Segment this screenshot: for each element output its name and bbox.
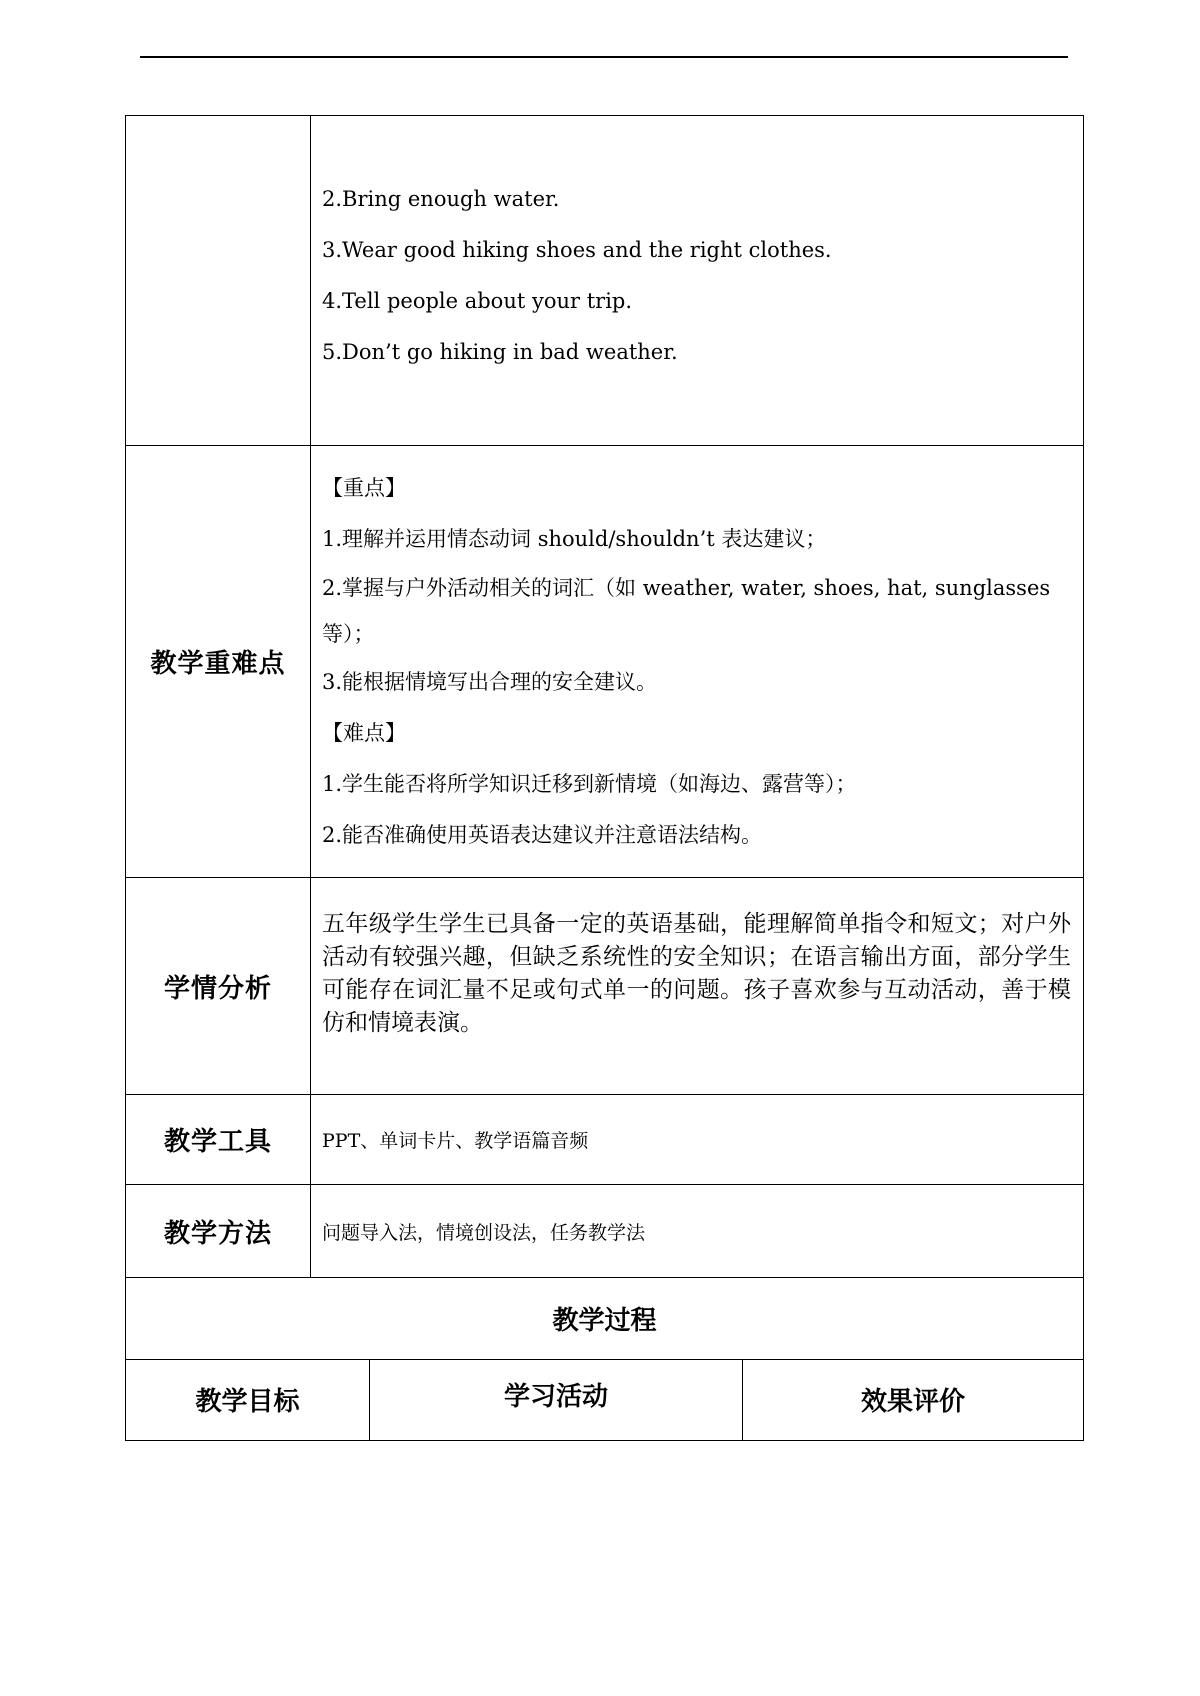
safety-tip: 2.Bring enough water.: [322, 186, 560, 211]
teaching-tools-row: [126, 1095, 1084, 1185]
safety-tips-cell: [311, 116, 1084, 446]
difficult-item: 1.学生能否将所学知识迁移到新情境（如海边、露营等）；: [322, 771, 857, 796]
key-item: 3.能根据情境写出合理的安全建议。: [322, 669, 658, 694]
key-item: 2.掌握与户外活动相关的词汇（如 weather, water, shoes, hat, sunglasses 等）；: [322, 575, 1051, 646]
process-header-row: [126, 1359, 1084, 1440]
process-col-activity: 学习活动: [370, 1359, 743, 1440]
safety-tips-label-cell: [126, 116, 311, 446]
process-title: 教学过程: [126, 1277, 1084, 1359]
safety-tip: 4.Tell people about your trip.: [322, 288, 633, 313]
process-col-evaluation: 效果评价: [743, 1359, 1084, 1440]
teaching-tools-text: PPT、单词卡片、教学语篇音频: [322, 1130, 589, 1152]
safety-tip: 5.Don’t go hiking in bad weather.: [322, 339, 678, 364]
student-analysis-row: [126, 878, 1084, 1095]
safety-tip: 3.Wear good hiking shoes and the right clothes.: [322, 237, 832, 262]
difficult-heading: 【难点】: [322, 720, 406, 745]
lesson-plan-sheet: [125, 115, 1083, 1440]
teaching-methods-label: 教学方法: [126, 1185, 311, 1278]
key-difficult-cell: [311, 446, 1084, 878]
safety-tips-row: [126, 116, 1084, 446]
teaching-tools-cell: [311, 1095, 1084, 1185]
process-col-objective: 教学目标: [126, 1359, 370, 1440]
teaching-methods-cell: [311, 1185, 1084, 1278]
header-rule: [140, 56, 1068, 58]
key-item: 1.理解并运用情态动词 should/shouldn’t 表达建议；: [322, 526, 827, 551]
student-analysis-label: 学情分析: [126, 878, 311, 1095]
student-analysis-text: 五年级学生学生已具备一定的英语基础，能理解简单指令和短文；对户外活动有较强兴趣，但缺乏系统性的安全知识；在语言输出方面，部分学生可能存在词汇量不足或句式单一的问题。孩子喜欢参与互动活动，善于模仿和情境表演。: [322, 911, 1071, 1036]
student-analysis-cell: [311, 878, 1084, 1095]
difficult-item: 2.能否准确使用英语表达建议并注意语法结构。: [322, 822, 763, 847]
key-difficult-label: 教学重难点: [126, 446, 311, 878]
key-difficult-row: [126, 446, 1084, 878]
process-title-row: [126, 1277, 1084, 1359]
lesson-plan-table: [125, 115, 1084, 1278]
teaching-methods-row: [126, 1185, 1084, 1278]
process-table: [125, 1277, 1084, 1441]
teaching-methods-text: 问题导入法，情境创设法，任务教学法: [322, 1221, 646, 1244]
key-heading: 【重点】: [322, 475, 406, 500]
teaching-tools-label: 教学工具: [126, 1095, 311, 1185]
